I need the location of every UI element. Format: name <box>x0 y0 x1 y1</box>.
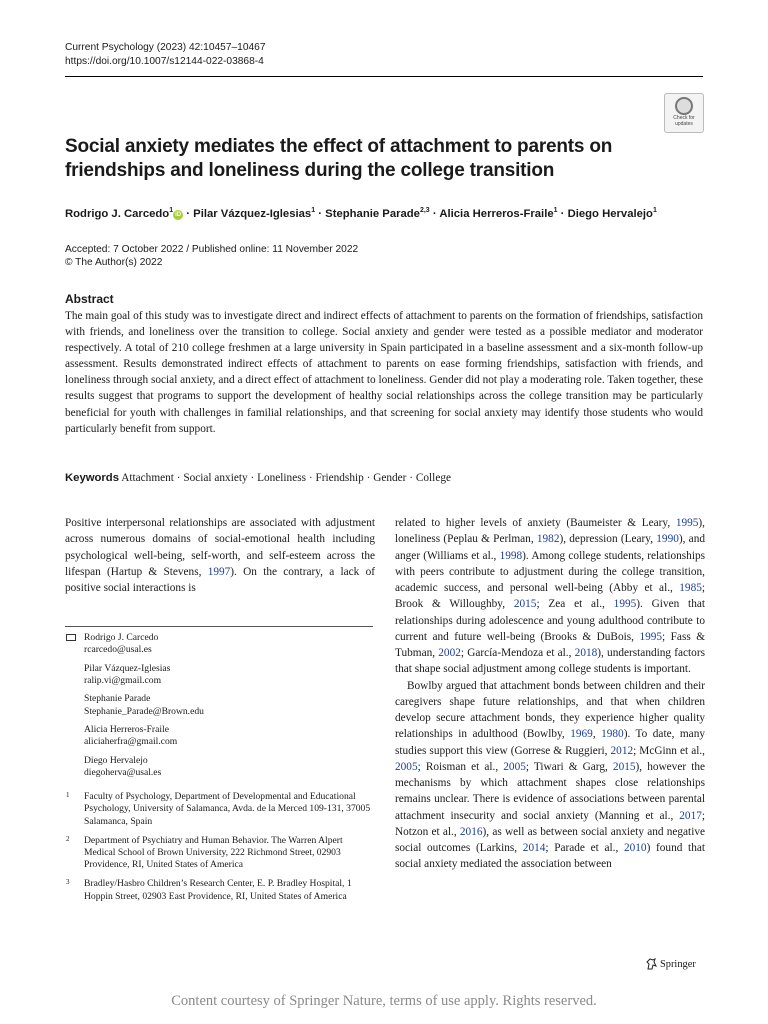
body-paragraph: related to higher levels of anxiety (Baumeister & Leary, 1995), loneliness (Peplau & Perlman, 1982), depression (Leary, 1990), and anger (Williams et al., 1998). Among college students, relationships with peers contribute to adjustment during the college transition, academic success, and personal well-being (Abby et al., 1985; Brook & Willoughby, 2015; Zea et al., 1995). Given that relationships during adolescence and young adulthood contribute to current and future well-being (Brooks & DuBois, 1995; Fass & Tubman, 2002; García-Mendoza et al., 2018), understanding factors that shape social adjustment among college students is important. <box>395 517 705 676</box>
citation-link[interactable]: 2017 <box>679 809 702 822</box>
citation-link[interactable]: 1995 <box>613 598 637 611</box>
author-list: Rodrigo J. Carcedo$^1$iD · Pilar Vázquez-Iglesias$^1$ · Stephanie Parade$^{2,3}$ · Alicia Herreros-Fraile$^1$ · Diego Hervalejo$^1$ <box>65 207 657 220</box>
check-for-updates-badge[interactable] <box>664 93 704 133</box>
citation-link[interactable]: 2010 <box>623 842 647 854</box>
contact-name: Alicia Herreros-Fraile <box>84 724 169 736</box>
springer-logo <box>646 958 696 970</box>
keyword: College <box>415 472 451 484</box>
citation-link[interactable]: 1980 <box>601 728 624 741</box>
footnote-divider <box>65 626 373 627</box>
bookmark-icon <box>675 97 693 115</box>
body-column-right <box>395 515 705 873</box>
citation-link[interactable]: 2018 <box>574 647 598 659</box>
abstract-heading: Abstract <box>65 292 114 306</box>
header-divider <box>65 76 703 77</box>
author-affiliation-sup: 1 <box>311 207 316 214</box>
contact-entry <box>65 663 375 687</box>
citation-link[interactable]: 1985 <box>679 582 702 594</box>
affiliation-2 <box>65 835 375 872</box>
author-name[interactable]: Rodrigo J. Carcedo <box>65 207 170 220</box>
accepted-published: Accepted: 7 October 2022 / Published online: 11 November 2022 <box>65 244 359 255</box>
citation-link[interactable]: 1995 <box>639 630 663 643</box>
affiliation-1 <box>65 791 375 828</box>
abstract-text: The main goal of this study was to investigate direct and indirect effects of attachment to parents on the formation of friendships, satisfaction with friends, and loneliness over the transition to college. Social anxiety and gender were tested as a possible mediator and moderator respectively. A total of 210 college freshmen at a large university in Spain participated in a baseline assessment and a six-month follow-up assessment. Results demonstrated indirect effects of attachment to parents on ease forming friendships, satisfaction with friends, and loneliness through social anxiety, and a direct effect of attachment to loneliness. Gender did not play a moderating role. Taken together, these results suggest that programs to support the development of healthy social relationships across the college transition may be particularly beneficial for youth with challenges in familial relationships, and that screening for social anxiety may identify those students who would particularly benefit from support. <box>65 310 703 435</box>
citation-link[interactable]: 2015 <box>513 598 537 611</box>
contact-email[interactable]: aliciaherfra@gmail.com <box>84 736 178 748</box>
citation-link[interactable]: 2005 <box>503 760 526 773</box>
keyword: Attachment <box>121 472 174 484</box>
publication-dates <box>65 243 358 269</box>
affiliation-3 <box>65 878 375 902</box>
contact-entry <box>65 724 375 748</box>
contact-name: Stephanie Parade <box>84 693 151 705</box>
citation-link[interactable]: 2002 <box>438 647 461 659</box>
citation-link[interactable]: 1995 <box>675 517 699 529</box>
contact-name: Diego Hervalejo <box>84 754 148 766</box>
author-affiliation-sup: 1 <box>169 207 174 214</box>
contact-entry <box>65 693 375 717</box>
citation-link[interactable]: 1982 <box>536 533 560 546</box>
author-contacts <box>65 632 375 910</box>
author-name[interactable]: Stephanie Parade <box>325 207 420 220</box>
contact-name: Pilar Vázquez-Iglesias <box>84 662 171 674</box>
affiliation-text: Department of Psychiatry and Human Behavior. The Warren Alpert Medical School of Brown University, 222 Richmond Street, 02903 Providence, RI, United States of America <box>84 834 343 871</box>
citation-link[interactable]: 2014 <box>522 842 546 854</box>
body-paragraph: Bowlby argued that attachment bonds between children and their caregivers shape future relationships, and that when children develop secure attachment bonds, they experience higher quality relationships in adulthood (Bowlby, 1969, 1980). To date, many studies support this view (Gorrese & Ruggieri, 2012; McGinn et al., 2005; Roisman et al., 2005; Tiwari & Garg, 2015), however the mechanisms by which attachment shapes close relationships remains unclear. There is evidence of associations between parental attachment insecurity and social anxiety (Manning et al., 2017; Notzon et al., 2016), as well as between social anxiety and negative social outcomes (Larkins, 2014; Parade et al., 2010) found that social anxiety mediated the association between <box>395 679 706 871</box>
contact-entry <box>65 755 375 779</box>
springer-horse-icon <box>646 958 657 970</box>
courtesy-notice: Content courtesy of Springer Nature, terms of use apply. Rights reserved. <box>171 993 597 1009</box>
body-paragraph: Positive interpersonal relationships are associated with adjustment across numerous domains of social-emotional health including psychological well-being, self-worth, and self-esteem across the lifespan (Hartup & Stevens, 1997). On the contrary, a lack of positive social interactions is <box>65 517 375 594</box>
affiliation-text: Bradley/Hasbro Children’s Research Center, E. P. Bradley Hospital, 1 Hoppin Street, 02903 East Providence, RI, United States of America <box>84 878 352 902</box>
author-affiliation-sup: 1 <box>553 207 558 214</box>
contact-email[interactable]: rcarcedo@usal.es <box>84 644 152 656</box>
citation-link[interactable]: 2016 <box>459 825 483 838</box>
keyword: Loneliness <box>257 472 307 484</box>
contact-email[interactable]: Stephanie_Parade@Brown.edu <box>84 705 204 717</box>
contact-name: Rodrigo J. Carcedo <box>84 632 159 643</box>
doi-link[interactable]: https://doi.org/10.1007/s12144-022-03868-4 <box>65 56 264 67</box>
affiliation-number: 1 <box>66 791 70 800</box>
citation-link[interactable]: 1998 <box>499 549 523 562</box>
keywords: Keywords Attachment · Social anxiety · Loneliness · Friendship · Gender · College <box>65 472 451 484</box>
citation-link[interactable]: 1990 <box>656 533 679 546</box>
copyright: © The Author(s) 2022 <box>65 257 163 268</box>
citation-link[interactable]: 1969 <box>570 728 593 741</box>
author-affiliation-sup: 2,3 <box>419 207 430 214</box>
affiliation-number: 3 <box>66 878 70 887</box>
keywords-heading: Keywords <box>65 472 119 484</box>
contact-entry <box>65 632 375 656</box>
springer-wordmark: Springer <box>660 958 696 970</box>
citation-link[interactable]: 2012 <box>610 744 634 757</box>
citation-link[interactable]: 2015 <box>612 760 636 773</box>
affiliation-text: Faculty of Psychology, Department of Developmental and Educational Psychology, University of Salamanca, Avda. de la Merced 109-131, 37005 Salamanca, Spain <box>84 791 371 827</box>
orcid-icon[interactable]: iD <box>175 211 182 218</box>
journal-citation: Current Psychology (2023) 42:10457–10467 <box>65 42 266 53</box>
citation-link[interactable]: 2005 <box>395 760 418 773</box>
envelope-icon <box>66 634 76 641</box>
keyword: Social anxiety <box>183 472 248 484</box>
contact-email[interactable]: ralip.vi@gmail.com <box>84 674 162 686</box>
author-affiliation-sup: 1 <box>652 207 657 214</box>
check-updates-label: Check for updates <box>673 115 695 127</box>
keyword: Gender <box>373 472 407 484</box>
affiliation-number: 2 <box>66 834 70 843</box>
keyword: Friendship <box>315 472 364 484</box>
author-name[interactable]: Alicia Herreros-Fraile <box>439 207 554 220</box>
author-name[interactable]: Diego Hervalejo <box>567 207 653 220</box>
journal-header <box>65 41 266 69</box>
citation-link[interactable]: 1997 <box>207 565 231 578</box>
contact-email[interactable]: diegoherva@usal.es <box>84 767 162 779</box>
body-column-left <box>65 515 375 596</box>
paper-title: Social anxiety mediates the effect of attachment to parents on friendships and loneliness during the college transition <box>65 136 613 181</box>
author-name[interactable]: Pilar Vázquez-Iglesias <box>193 207 312 220</box>
